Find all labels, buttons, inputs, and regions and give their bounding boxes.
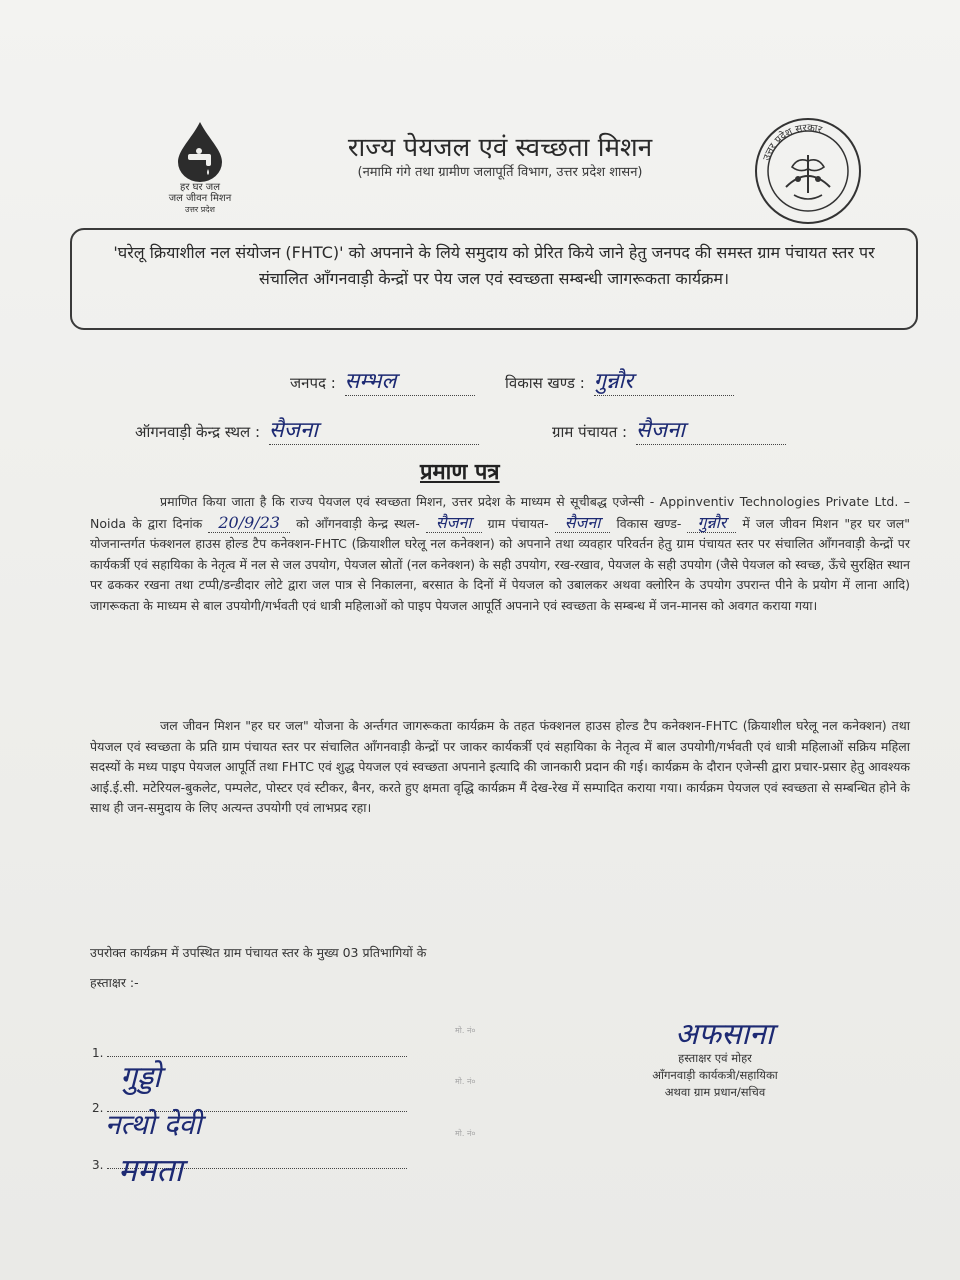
gram-panchayat-label: ग्राम पंचायत :: [552, 423, 628, 441]
p1-vikas-khand: गुन्नौर: [687, 513, 736, 533]
janpad-value: सम्भल: [344, 369, 397, 394]
right-signature-caption: [615, 1050, 815, 1101]
janpad-label: जनपद :: [290, 374, 336, 392]
participant-signature-3: ममता: [118, 1151, 183, 1189]
p1-text-d: विकास खण्ड-: [616, 515, 682, 531]
signature-and-seal-label: हस्ताक्षर एवं मोहर: [678, 1051, 752, 1065]
svg-text:उत्तर प्रदेश सरकार: [762, 123, 825, 162]
vikas-khand-value: गुन्नौर: [593, 369, 634, 394]
jal-jeevan-mission-logo: [160, 120, 240, 215]
program-banner: [70, 228, 918, 330]
water-drop-icon: [172, 120, 228, 182]
signature-number-1: 1.: [92, 1046, 104, 1060]
anganwadi-label: ऑगनवाड़ी केन्द्र स्थल :: [135, 423, 261, 441]
up-government-seal: [752, 115, 864, 231]
signature-label: हस्ताक्षर :-: [90, 975, 139, 990]
certificate-paragraph-1: [90, 492, 910, 617]
logo-caption-1: हर घर जल: [180, 182, 220, 193]
vikas-khand-field: [505, 365, 734, 396]
anganwadi-field: [135, 414, 479, 445]
gram-panchayat-value: सैजना: [635, 418, 685, 443]
program-date: 20/9/23: [208, 513, 290, 533]
p1-text-a: प्रमाणित किया जाता है कि राज्य पेयजल एवं स्वच्छता मिशन, उत्तर प्रदेश के माध्यम से सूचीबद्ध एजेन्सी - Appinventiv Technologies Private Ltd. – Noida के द्वारा दिनांक: [90, 494, 910, 531]
participants-signature-intro: [90, 942, 426, 994]
p1-text-e: में जल जीवन मिशन "हर घर जल" योजनान्तर्गत फंक्शनल हाउस होल्ड टैप कनेक्शन-FHTC (क्रियाशील घरेलू नल कनेक्शन) को अपनाने तथा व्यवहार परिवर्तन हेतु ग्राम पंचायत स्तर पर संचालित आँगनवाड़ी केन्द्रों पर कार्यकर्त्री एवं सहायिका के नेतृत्व में नल से जल उपयोग, पेयजल स्रोतों (नल कनेक्शन) के सही उपयोग, रख-रखाव, पेयजल के सही उपयोग (जैसे पेयजल को स्वच्छ, ऊँचे सुरक्षित स्थान पर ढककर रखना तथा टप्पी/डन्डीदार लोटे द्वारा जल पात्र से निकालना, बरसात के दिनों में पेयजल को उबालकर अथवा क्लोरिन के उपयोग उपरान्त पीने के प्रयोग में लाना आदि) जागरूकता के माध्यम से बाल उपयोगी/गर्भवती एवं धात्री महिलाओं को पाइप पेयजल आपूर्ति अपनाने एवं स्वच्छता के सम्बन्ध में जन-मानस को अवगत कराया गया।: [90, 515, 911, 613]
vikas-khand-label: विकास खण्ड :: [505, 374, 585, 392]
participant-signature-2: नत्थो देवी: [105, 1108, 202, 1141]
p1-anganwadi-place: सैजना: [426, 513, 482, 533]
header-subtitle: (नमामि गंगे तथा ग्रामीण जलापूर्ति विभाग, उत्तर प्रदेश शासन): [357, 165, 643, 180]
mobile-no-label-2: मो. नं०: [455, 1077, 476, 1086]
logo-caption-2: जल जीवन मिशन: [168, 193, 232, 204]
certificate-title: प्रमाण पत्र: [420, 460, 500, 485]
certificate-paragraph-2: जल जीवन मिशन "हर घर जल" योजना के अर्न्तगत जागरूकता कार्यक्रम के तहत फंक्शनल हाउस होल्ड टैप कनेक्शन-FHTC (क्रियाशील घरेलू नल कनेक्शन) तथा पेयजल एवं स्वच्छता के प्रति ग्राम पंचायत स्तर पर संचालित आँगनवाड़ी केन्द्रों पर जाकर कार्यकर्त्री एवं सहायिका के नेतृत्व में बाल उपयोगी/गर्भवती एवं धात्री महिलाओं सक्रिय महिला सदस्यों के मध्य पाइप पेयजल आपूर्ति तथा FHTC एवं शुद्ध पेयजल एवं स्वच्छता अपनाने इत्यादि की जानकारी प्रदान की गई। कार्यक्रम के दौरान एजेन्सी द्वारा प्रचार-प्रसार हेतु आवश्यक आई.ई.सी. मटेरियल-बुकलेट, पम्पलेट, पोस्टर एवं स्टीकर, बैनर, करते हुए क्षमता वृद्धि कार्यक्रम मैं देख-रेख में सम्पादित कराया गया। कार्यक्रम पेयजल एवं स्वच्छता से सम्बन्धित होने के साथ ही जन-समुदाय के लिए अत्यन्त उपयोगी एवं लाभप्रद रहा।: [90, 718, 910, 816]
p1-text-b: को आँगनवाड़ी केन्द्र स्थल-: [296, 515, 420, 531]
p1-gram-panchayat: सैजना: [555, 513, 611, 533]
gram-panchayat-field: [552, 414, 786, 445]
anganwadi-worker-label: आँगनवाड़ी कार्यकत्री/सहायिका: [652, 1068, 778, 1082]
gram-pradhan-label: अथवा ग्राम प्रधान/सचिव: [664, 1085, 766, 1099]
anganwadi-worker-signature: अफसाना: [675, 1017, 774, 1052]
mobile-no-label-3: मो. नं०: [455, 1129, 476, 1138]
header-title: राज्य पेयजल एवं स्वच्छता मिशन: [347, 133, 653, 163]
participants-intro-text: उपरोक्त कार्यक्रम में उपस्थित ग्राम पंचायत स्तर के मुख्य 03 प्रतिभागियों के: [90, 945, 427, 960]
signature-number-3: 3.: [92, 1158, 104, 1172]
logo-caption-3: उत्तर प्रदेश: [185, 205, 215, 214]
anganwadi-value: सैजना: [268, 418, 318, 443]
mobile-no-label-1: मो. नं०: [455, 1026, 476, 1035]
p1-text-c: ग्राम पंचायत-: [487, 515, 549, 531]
signature-number-2: 2.: [92, 1101, 104, 1115]
seal-text: उत्तर प्रदेश सरकार: [761, 122, 824, 163]
banner-text: 'घरेलू क्रियाशील नल संयोजन (FHTC)' को अपनाने के लिये समुदाय को प्रेरित किये जाने हेतु जनपद की समस्त ग्राम पंचायत स्तर पर संचालित आँगनवाड़ी केन्द्रों पर पेय जल एवं स्वच्छता सम्बन्धी जागरूकता कार्यक्रम।: [113, 243, 875, 288]
participant-signature-1: गुड्डो: [120, 1060, 161, 1095]
janpad-field: [290, 365, 475, 396]
